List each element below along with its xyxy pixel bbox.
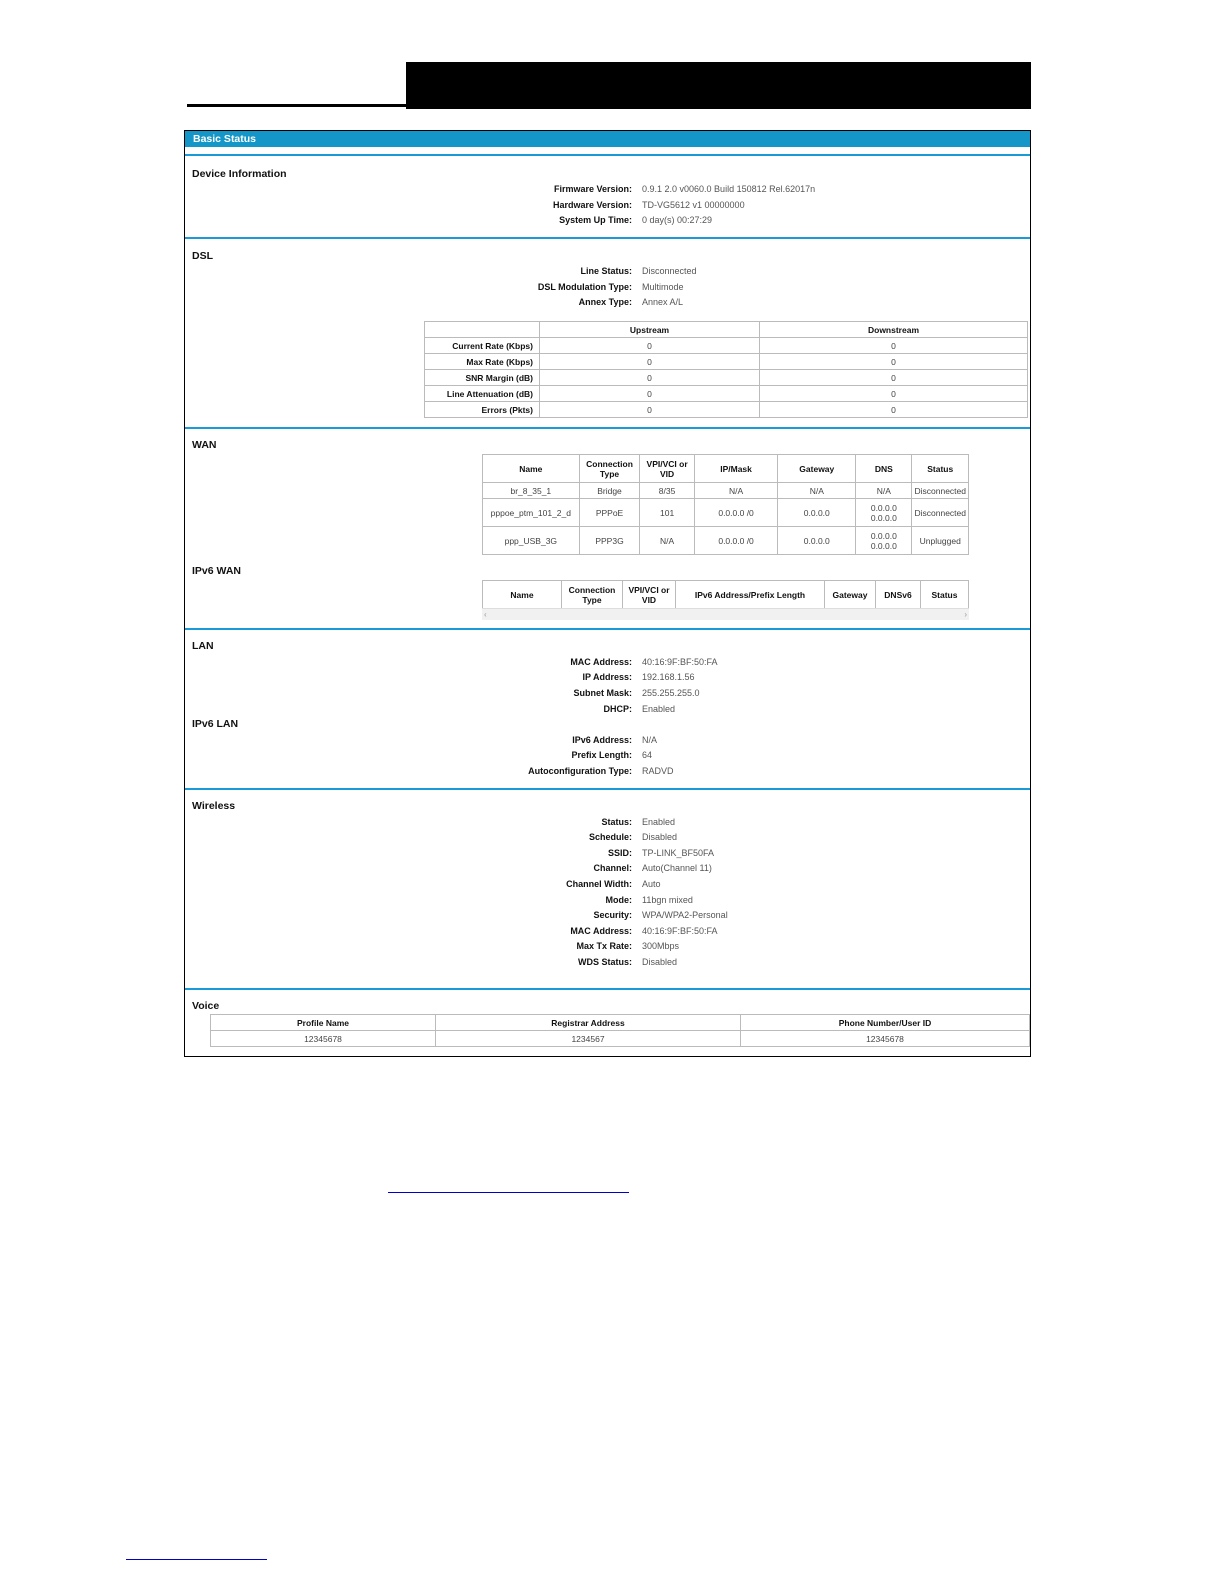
table-header-row — [483, 581, 969, 609]
scroll-right-icon[interactable]: › — [964, 610, 967, 619]
table-row — [425, 338, 1028, 354]
table-row — [211, 1031, 1030, 1047]
downstream-cell: 0 — [760, 354, 1028, 370]
dhcp-label: DHCP: — [603, 704, 632, 714]
wireless-mac-value: 40:16:9F:BF:50:FA — [642, 926, 718, 936]
autoconfig-type-value: RADVD — [642, 766, 674, 776]
lan-ip-label: IP Address: — [582, 672, 632, 682]
wan-name-cell: ppp_USB_3G — [483, 527, 580, 555]
downstream-cell: 0 — [760, 402, 1028, 418]
wan-dns-cell — [856, 527, 912, 555]
table-header: VPI/VCI or VID — [640, 455, 694, 483]
header-rule — [187, 104, 407, 107]
wan-status-cell: Unplugged — [912, 527, 969, 555]
wireless-mac-label: MAC Address: — [570, 926, 632, 936]
voice-title: Voice — [192, 1000, 220, 1012]
row-label: Current Rate (Kbps) — [425, 338, 540, 354]
table-header: Name — [483, 581, 562, 609]
security-value: WPA/WPA2-Personal — [642, 910, 728, 920]
wan-type-cell: PPPoE — [579, 499, 640, 527]
panel-title: Basic Status — [185, 131, 1030, 147]
autoconfig-type-label: Autoconfiguration Type: — [528, 766, 632, 776]
table-row — [483, 527, 969, 555]
row-label: Line Attenuation (dB) — [425, 386, 540, 402]
mode-value: 11bgn mixed — [642, 895, 693, 905]
upstream-cell: 0 — [540, 338, 760, 354]
firmware-version-value: 0.9.1 2.0 v0060.0 Build 150812 Rel.62017n — [642, 184, 816, 194]
dsl-title: DSL — [192, 250, 213, 262]
uptime-label: System Up Time: — [559, 215, 632, 225]
ipv6-address-value: N/A — [642, 735, 658, 745]
lan-ip-value: 192.168.1.56 — [642, 672, 695, 682]
table-header — [425, 322, 540, 338]
table-header: VPI/VCI or VID — [623, 581, 676, 609]
phone-number-cell: 12345678 — [741, 1031, 1030, 1047]
wireless-status-value: Enabled — [642, 817, 676, 827]
prefix-length-label: Prefix Length: — [571, 750, 632, 760]
dns-primary: 0.0.0.0 — [870, 530, 897, 541]
mode-label: Mode: — [605, 895, 632, 905]
wan-name-cell: pppoe_ptm_101_2_d — [483, 499, 580, 527]
wan-vid-cell: 101 — [640, 499, 694, 527]
section-divider — [185, 154, 1030, 156]
table-header: Connection Type — [579, 455, 640, 483]
wan-title: WAN — [192, 439, 217, 451]
table-header: DNS — [856, 455, 912, 483]
row-label: Max Rate (Kbps) — [425, 354, 540, 370]
table-header: Status — [912, 455, 969, 483]
subnet-mask-label: Subnet Mask: — [573, 688, 632, 698]
channel-width-label: Channel Width: — [566, 879, 632, 889]
table-row — [483, 483, 969, 499]
modulation-label: DSL Modulation Type: — [537, 282, 632, 292]
uptime-value: 0 day(s) 00:27:29 — [642, 215, 713, 225]
horizontal-scrollbar[interactable] — [482, 608, 969, 620]
table-header-row — [483, 455, 969, 483]
header-bar — [406, 62, 1031, 109]
line-status-value: Disconnected — [642, 266, 697, 276]
wan-gateway-cell: 0.0.0.0 — [778, 499, 856, 527]
hardware-version-label: Hardware Version: — [552, 200, 632, 210]
table-header: IPv6 Address/Prefix Length — [676, 581, 825, 609]
max-tx-rate-value: 300Mbps — [642, 941, 680, 951]
wan-status-cell: Disconnected — [912, 499, 969, 527]
table-header: Profile Name — [211, 1015, 436, 1031]
lan-title: LAN — [192, 640, 214, 652]
downstream-cell: 0 — [760, 370, 1028, 386]
table-header: Gateway — [825, 581, 876, 609]
table-header: Downstream — [760, 322, 1028, 338]
wan-ip-cell: 0.0.0.0 /0 — [694, 527, 778, 555]
profile-name-cell: 12345678 — [211, 1031, 436, 1047]
wan-gateway-cell: N/A — [778, 483, 856, 499]
scroll-left-icon[interactable]: ‹ — [484, 610, 487, 619]
ipv6-wan-table — [482, 580, 969, 609]
wan-type-cell: PPP3G — [579, 527, 640, 555]
upstream-cell: 0 — [540, 370, 760, 386]
table-row — [483, 499, 969, 527]
modulation-value: Multimode — [642, 282, 684, 292]
ssid-label: SSID: — [607, 848, 632, 858]
ipv6-wan-title: IPv6 WAN — [192, 565, 242, 577]
max-tx-rate-label: Max Tx Rate: — [576, 941, 632, 951]
hardware-version-value: TD-VG5612 v1 00000000 — [642, 200, 745, 210]
device-info-title: Device Information — [192, 168, 287, 180]
channel-width-value: Auto — [642, 879, 661, 889]
wds-status-value: Disabled — [642, 957, 678, 967]
wireless-status-label: Status: — [601, 817, 632, 827]
upstream-cell: 0 — [540, 402, 760, 418]
table-row — [425, 386, 1028, 402]
section-divider — [185, 427, 1030, 429]
basic-status-panel — [184, 130, 1031, 1057]
schedule-value: Disabled — [642, 832, 678, 842]
table-header-row — [425, 322, 1028, 338]
wan-type-cell: Bridge — [579, 483, 640, 499]
hyperlink-underline[interactable] — [388, 1192, 629, 1193]
table-header: Connection Type — [562, 581, 623, 609]
section-divider — [185, 788, 1030, 790]
table-row — [425, 370, 1028, 386]
table-header: Registrar Address — [436, 1015, 741, 1031]
ipv6-lan-title: IPv6 LAN — [192, 718, 239, 730]
wan-table — [482, 454, 969, 555]
channel-value: Auto(Channel 11) — [642, 863, 712, 873]
wan-vid-cell: N/A — [640, 527, 694, 555]
table-header: DNSv6 — [876, 581, 921, 609]
ipv6-address-label: IPv6 Address: — [572, 735, 632, 745]
downstream-cell: 0 — [760, 386, 1028, 402]
annex-value: Annex A/L — [642, 297, 684, 307]
upstream-cell: 0 — [540, 386, 760, 402]
row-label: SNR Margin (dB) — [425, 370, 540, 386]
upstream-cell: 0 — [540, 354, 760, 370]
dns-secondary: 0.0.0.0 — [870, 540, 897, 551]
table-header: Upstream — [540, 322, 760, 338]
section-divider — [185, 237, 1030, 239]
table-header: Phone Number/User ID — [741, 1015, 1030, 1031]
wan-status-cell: Disconnected — [912, 483, 969, 499]
wan-dns-cell: N/A — [856, 483, 912, 499]
downstream-cell: 0 — [760, 338, 1028, 354]
wan-name-cell: br_8_35_1 — [483, 483, 580, 499]
dhcp-value: Enabled — [642, 704, 676, 714]
dns-secondary: 0.0.0.0 — [870, 512, 897, 523]
table-row — [425, 402, 1028, 418]
prefix-length-value: 64 — [642, 750, 653, 760]
registrar-address-cell: 1234567 — [436, 1031, 741, 1047]
section-divider — [185, 988, 1030, 990]
table-header: Status — [921, 581, 969, 609]
schedule-label: Schedule: — [588, 832, 632, 842]
table-header-row — [211, 1015, 1030, 1031]
channel-label: Channel: — [593, 863, 632, 873]
firmware-version-label: Firmware Version: — [553, 184, 632, 194]
voice-table — [210, 1014, 1030, 1047]
ssid-value: TP-LINK_BF50FA — [642, 848, 715, 858]
table-row — [425, 354, 1028, 370]
table-header: Gateway — [778, 455, 856, 483]
section-divider — [185, 628, 1030, 630]
dsl-rate-table — [424, 321, 1028, 418]
security-label: Security: — [593, 910, 632, 920]
table-header: IP/Mask — [694, 455, 778, 483]
lan-mac-value: 40:16:9F:BF:50:FA — [642, 657, 718, 667]
hyperlink-underline[interactable] — [126, 1559, 267, 1560]
subnet-mask-value: 255.255.255.0 — [642, 688, 700, 698]
lan-mac-label: MAC Address: — [570, 657, 632, 667]
dns-primary: 0.0.0.0 — [870, 502, 897, 513]
wan-gateway-cell: 0.0.0.0 — [778, 527, 856, 555]
wds-status-label: WDS Status: — [578, 957, 632, 967]
line-status-label: Line Status: — [580, 266, 632, 276]
wan-ip-cell: 0.0.0.0 /0 — [694, 499, 778, 527]
annex-label: Annex Type: — [578, 297, 632, 307]
wireless-title: Wireless — [192, 800, 236, 812]
wan-dns-cell — [856, 499, 912, 527]
wan-ip-cell: N/A — [694, 483, 778, 499]
row-label: Errors (Pkts) — [425, 402, 540, 418]
wan-vid-cell: 8/35 — [640, 483, 694, 499]
table-header: Name — [483, 455, 580, 483]
